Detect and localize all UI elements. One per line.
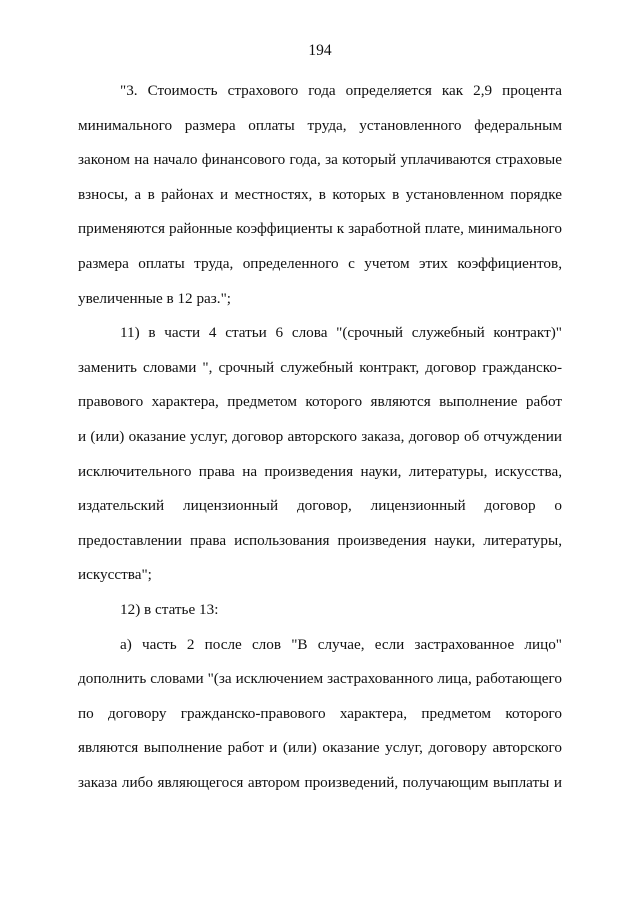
text-line: предоставлении права использования произведения науки, литературы, — [78, 531, 562, 549]
page-number: 194 — [308, 42, 332, 59]
body-text — [78, 74, 562, 800]
text-line: законом на начало финансового года, за который уплачиваются страховые — [78, 151, 562, 169]
text-line: заказа либо являющегося автором произведений, получающим выплаты и — [78, 773, 562, 791]
text-line: и (или) оказание услуг, договор авторского заказа, договор об отчуждении — [78, 427, 562, 445]
text-line: применяются районные коэффициенты к заработной плате, минимального — [78, 220, 562, 238]
text-line: "3. Стоимость страхового года определяется как 2,9 процента — [120, 82, 562, 99]
text-line: являются выполнение работ и (или) оказание услуг, договору авторского — [78, 739, 562, 757]
text-line: 11) в части 4 статьи 6 слова "(срочный служебный контракт)" — [120, 324, 562, 342]
text-line: искусства"; — [78, 566, 152, 584]
text-line: исключительного права на произведения науки, литературы, искусства, — [78, 462, 562, 480]
text-line: дополнить словами "(за исключением застрахованного лица, работающего — [78, 670, 562, 688]
text-line: минимального размера оплаты труда, установленного федеральным — [78, 116, 562, 134]
text-line: правового характера, предметом которого являются выполнение работ — [78, 393, 562, 411]
text-line: размера оплаты труда, определенного с учетом этих коэффициентов, — [78, 254, 562, 272]
text-line: взносы, а в районах и местностях, в которых в установленном порядке — [78, 185, 562, 203]
text-line: 12) в статье 13: — [120, 600, 219, 618]
text-line: а) часть 2 после слов "В случае, если застрахованное лицо" — [120, 635, 562, 653]
text-line: увеличенные в 12 раз."; — [78, 289, 232, 307]
text-line: по договору гражданско-правового характера, предметом которого — [78, 704, 562, 722]
text-line: издательский лицензионный договор, лицензионный договор о — [78, 497, 562, 515]
text-line: заменить словами ", срочный служебный контракт, договор гражданско- — [78, 358, 562, 376]
